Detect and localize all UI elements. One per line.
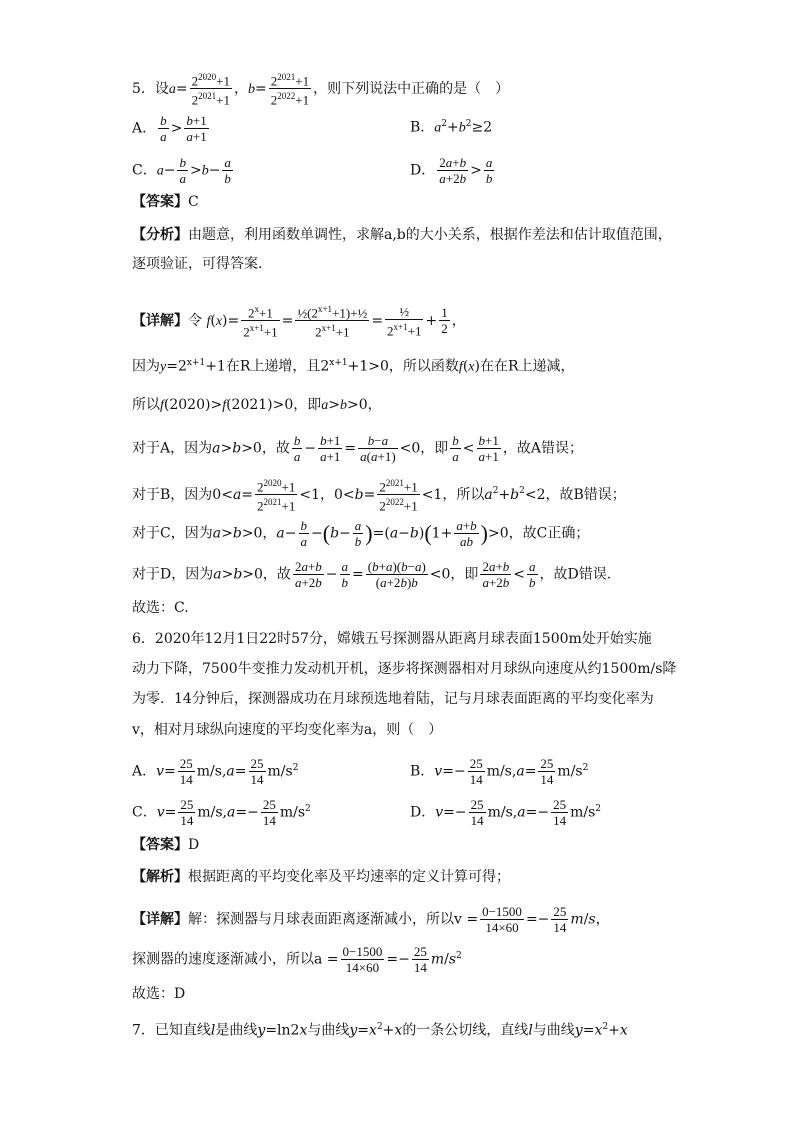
q5-analysis-cont: 逐项验证，可得答案.	[132, 256, 263, 272]
q5-option-b: B．$a^2+b^2\ge 2$	[410, 119, 493, 136]
q5-option-d: D． $\frac{2a+b}{a+2b}$ > $\frac{a}{b}$	[410, 155, 493, 186]
q5-detail-line-3: 对于A，因为a>b>0，故 $\frac{b}{a}$ − $\frac{b+1}{a+1}$ = $\frac{b-a}{a(a+1)}$ <0，即 $\frac{b}{a}$ < $\frac{b+1}{a+1}$ ，故A错误；	[132, 433, 583, 464]
q6-stem-line-2: 动力下降，7500牛变推力发动机开机，逐步将探测器相对月球纵向速度从约1500m/s降	[132, 661, 677, 677]
q5-option-c: C．a− $\frac{b}{a}$ >b− $\frac{a}{b}$	[132, 155, 231, 186]
q6-detail-2: 探测器的速度逐渐减小，所以a = $\frac{0-1500}{14\times 60}$ =− $\frac{25}{14}$ $m/s^2$	[132, 944, 462, 975]
q5-answer: 【答案】C	[132, 194, 199, 210]
q6-stem-line-1: 6．2020年12月1日22时57分，嫦娥五号探测器从距离月球表面1500m处开始实施	[132, 631, 652, 647]
q5-detail-f: 【详解】令 f(x)= $\frac{2^x+1}{2^{x+1}+1}$ = $\frac{\frac{1}{2}(2^{x+1}+1)+\frac{1}{2}}{2^{x+1}+1}$ = $\frac{\text{½}}{2^{x+1}+1}$ + $\frac{1}{2}$ ，	[132, 303, 466, 340]
q5-detail-line-1: 因为$y=2^{x+1}+1$在R上递增，且$2^{x+1}+1>0$，所以函数f(x)在在R上递减，	[132, 358, 575, 375]
q5-stem: 5．设a= $\frac{2^{2020}+1}{2^{2021}+1}$ ，b= $\frac{2^{2021}+1}{2^{2022}+1}$ ，则下列说法中正确的是（ ）	[132, 72, 510, 108]
q6-stem-line-3: 为零．14分钟后，探测器成功在月球预选地着陆，记与月球表面距离的平均变化率为	[132, 691, 654, 707]
q5-stem-suffix: ，则下列说法中正确的是（ ）	[313, 80, 510, 97]
q5-stem-prefix: 5．设	[132, 80, 169, 97]
q5-detail-line-5: 对于C，因为a>b>0，a− $\frac{b}{a}$ −(b− $\frac{a}{b}$ )=(a−b)(1+ $\frac{a+b}{ab}$ )>0，故C正确；	[132, 518, 590, 549]
q6-option-b: B．v=− $\frac{25}{14}$ m/s,a= $\frac{25}{14}$ $m/s^2$	[410, 756, 589, 787]
q5-analysis: 【分析】由题意，利用函数单调性，求解a,b的大小关系，根据作差法和估计取值范围，	[132, 227, 672, 243]
q6-option-d: D．v=− $\frac{25}{14}$ m/s,a=− $\frac{25}{14}$ $m/s^2$	[410, 797, 602, 828]
q5-detail-line-2: 所以f(2020)>f(2021)>0，即a>b>0，	[132, 397, 382, 413]
q6-option-c: C．v= $\frac{25}{14}$ m/s,a=− $\frac{25}{14}$ $m/s^2$	[132, 797, 311, 828]
q7-stem: 7．已知直线l是曲线y=ln2x与曲线$y=x^2+x$的一条公切线，直线l与曲线$y=x^2+x$	[132, 1022, 628, 1039]
q6-answer: 【答案】D	[132, 837, 200, 853]
q5-conclusion: 故选：C.	[132, 600, 189, 616]
q5-detail-line-6: 对于D，因为a>b>0，故 $\frac{2a+b}{a+2b}$ − $\frac{a}{b}$ = $\frac{(b+a)(b-a)}{(a+2b)b}$ <0，即 $\frac{2a+b}{a+2b}$ < $\frac{a}{b}$ ，故D错误.	[132, 559, 612, 590]
q5-option-a: A． $\frac{b}{a}$ > $\frac{b+1}{a+1}$	[132, 113, 207, 144]
q6-analysis: 【解析】根据距离的平均变化率及平均速率的定义计算可得；	[132, 869, 510, 885]
q6-conclusion: 故选：D	[132, 986, 186, 1002]
q6-stem-line-4: v，相对月球纵向速度的平均变化率为a，则（ ）	[132, 722, 443, 738]
q6-option-a: A．v= $\frac{25}{14}$ m/s,a= $\frac{25}{14}$ $m/s^2$	[132, 756, 299, 787]
q5-detail-line-4: 对于B，因为0<a= $\frac{2^{2020}+1}{2^{2021}+1}$ <1，0<b= $\frac{2^{2021}+1}{2^{2022}+1}$ <1，所以$a^2+b^2<2$，故B错误；	[132, 478, 626, 514]
q6-detail-1: 【详解】解：探测器与月球表面距离逐渐减小，所以v = $\frac{0-1500}{14\times 60}$ =− $\frac{25}{14}$ m/s，	[132, 904, 610, 935]
